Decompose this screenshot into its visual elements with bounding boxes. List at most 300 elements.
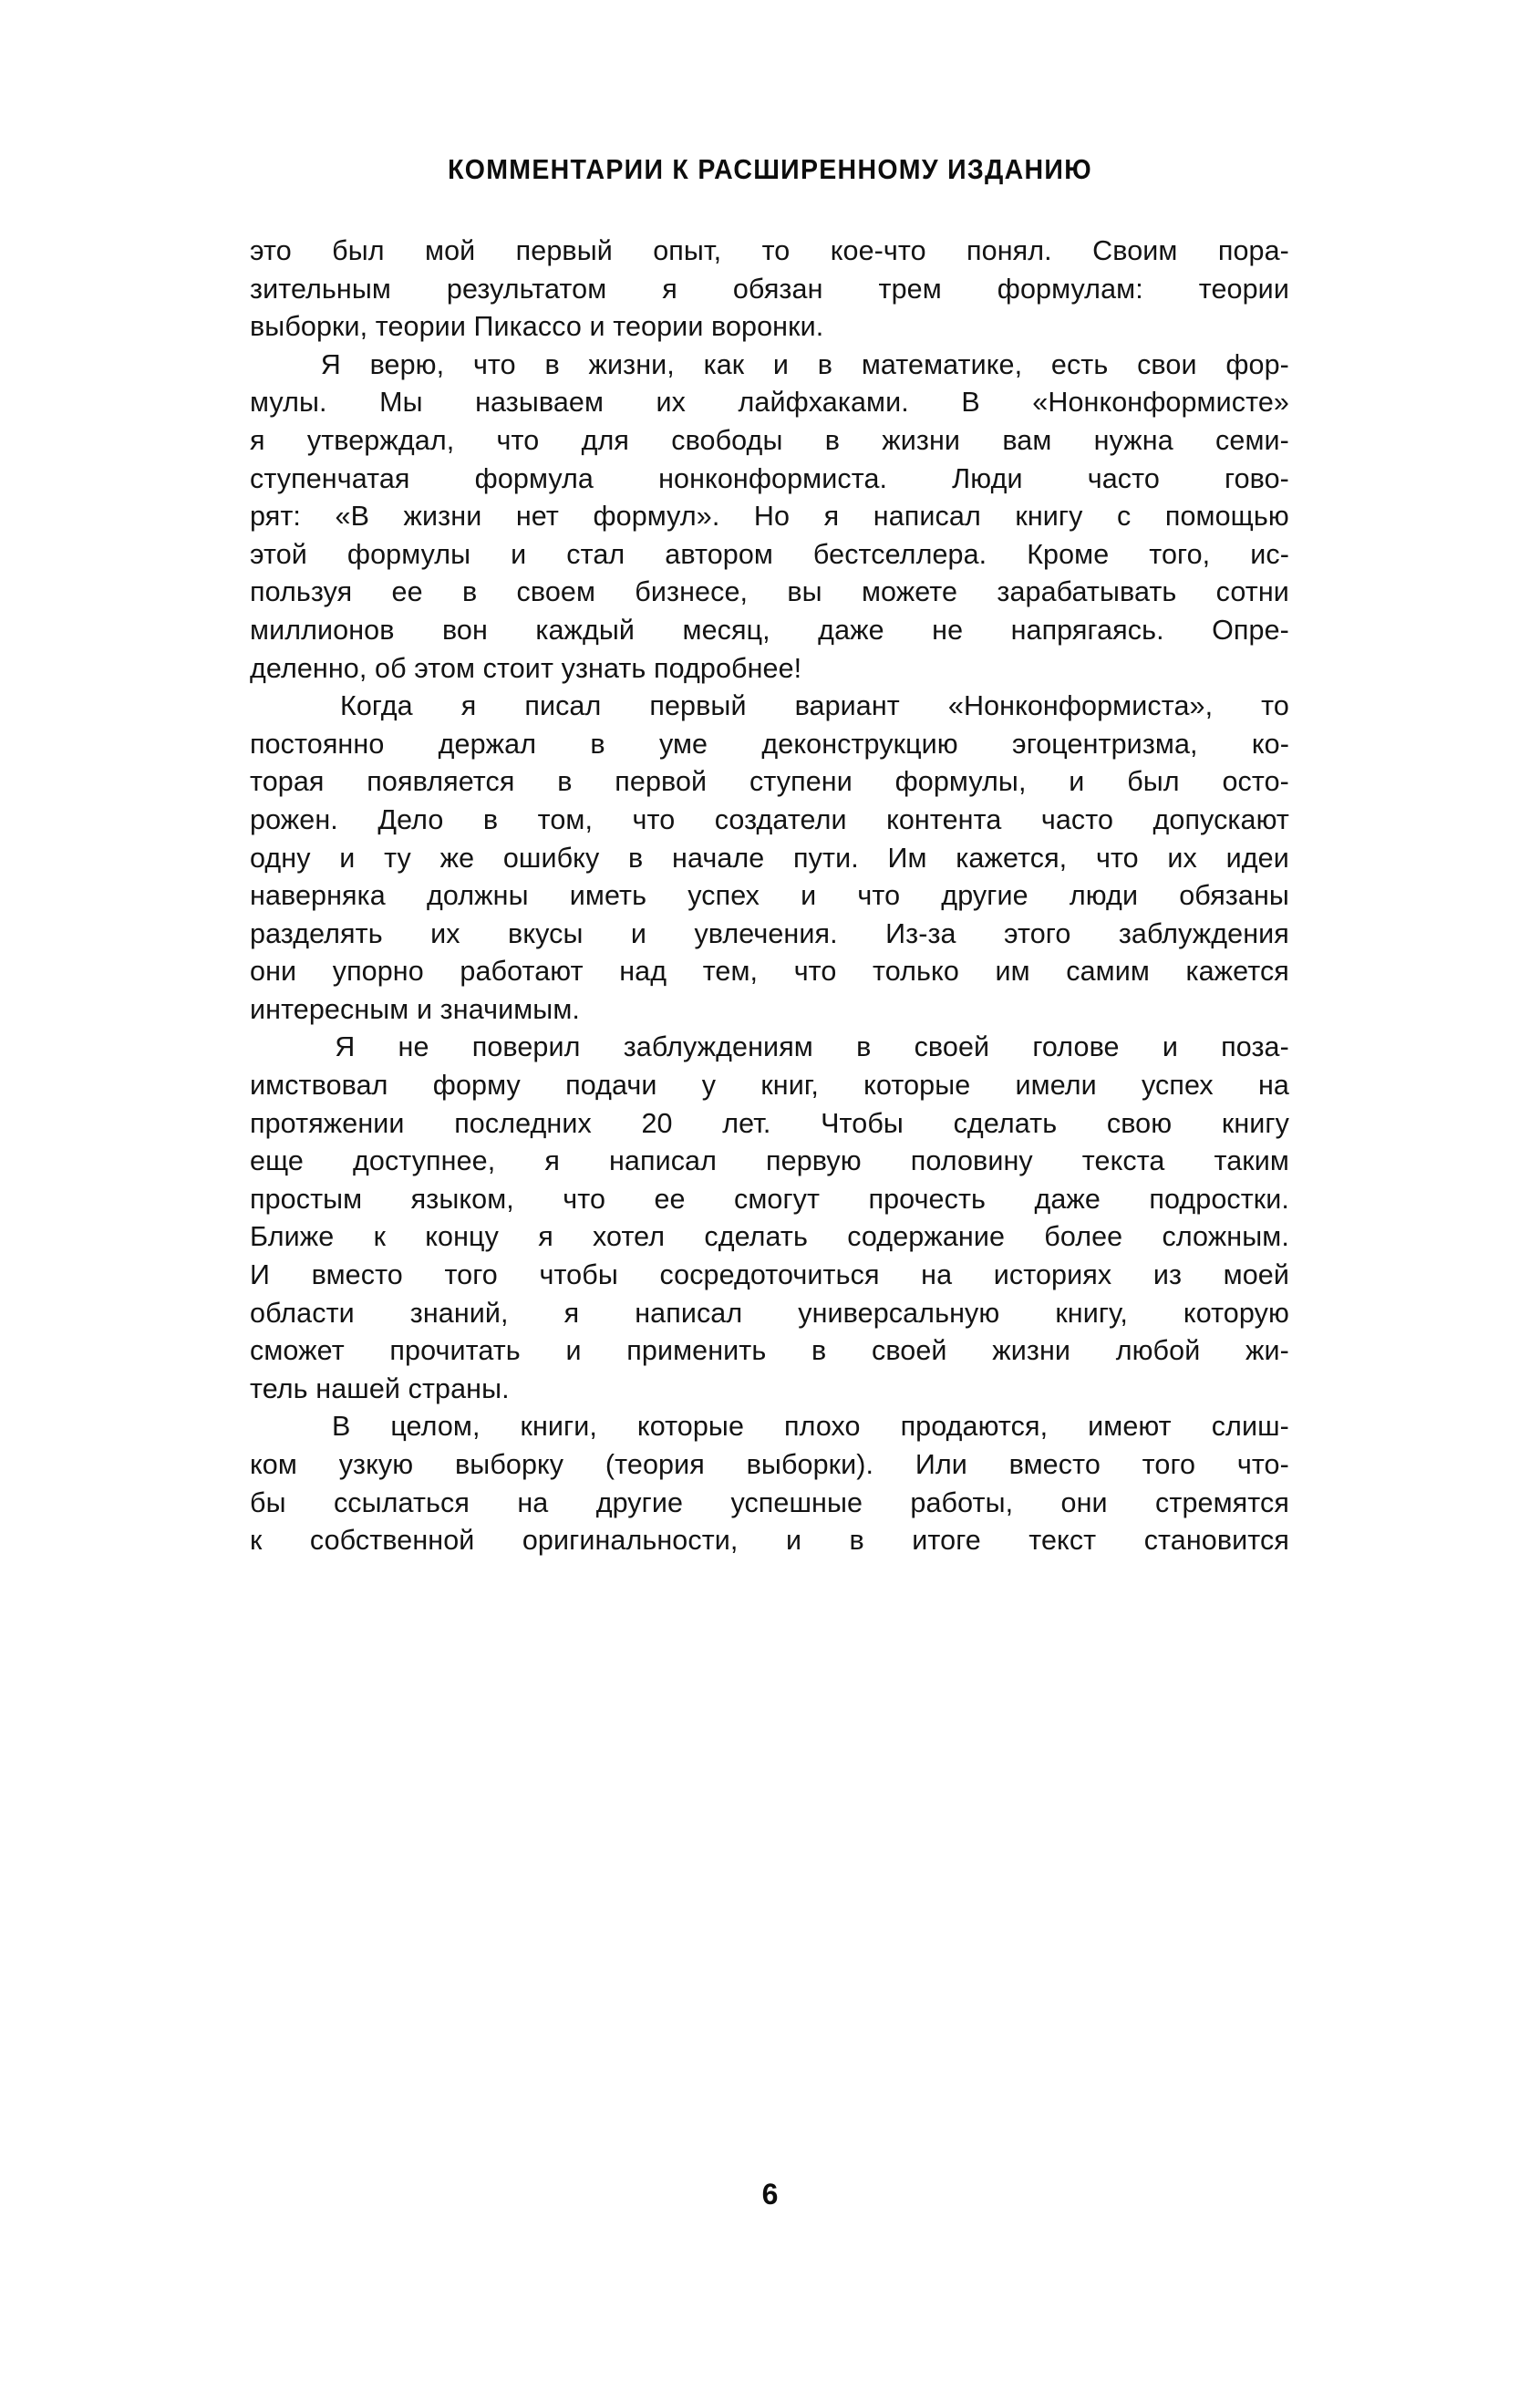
word: и	[339, 842, 356, 874]
text-line	[250, 233, 1289, 271]
word: упорно	[332, 956, 424, 988]
word: сосредоточиться	[659, 1259, 880, 1291]
word: помощью	[1164, 501, 1289, 533]
word: их	[656, 387, 687, 419]
word: результатом	[446, 273, 607, 305]
word: выборки).	[746, 1449, 874, 1480]
word: это	[250, 235, 292, 266]
word: книг,	[760, 1070, 819, 1102]
word: с	[1117, 501, 1132, 533]
word: к	[373, 1221, 387, 1253]
word: Люди	[952, 462, 1023, 494]
word: их	[430, 917, 460, 949]
text-line	[250, 271, 1289, 309]
word: в	[461, 576, 478, 608]
word: часто	[1040, 803, 1114, 835]
text-line	[250, 461, 1289, 499]
word: «В	[335, 501, 370, 533]
word: писал	[524, 690, 602, 722]
word: деконструкцию	[761, 728, 958, 760]
word: продаются,	[900, 1411, 1049, 1443]
word: сможет	[250, 1335, 345, 1367]
word: того	[1142, 1449, 1196, 1480]
word: лет.	[722, 1107, 771, 1139]
word: первой	[615, 766, 708, 798]
word: нужна	[1093, 424, 1173, 456]
word: вместо	[1008, 1449, 1101, 1480]
word: целом,	[390, 1411, 481, 1443]
word: ее	[654, 1183, 686, 1215]
word: они	[1060, 1486, 1108, 1518]
word: формулам:	[997, 273, 1143, 305]
text-line	[250, 1522, 1289, 1560]
text-line	[250, 726, 1289, 764]
word: жизни	[992, 1335, 1071, 1367]
word: автором	[665, 538, 773, 570]
word: в	[849, 1525, 864, 1557]
word: своем	[516, 576, 596, 608]
word: и	[1069, 766, 1085, 798]
word: что	[1095, 842, 1139, 874]
text-line	[250, 1295, 1289, 1333]
word: Я	[335, 1031, 356, 1063]
word: что	[563, 1183, 606, 1215]
word: написал	[873, 501, 981, 533]
word: был	[332, 235, 385, 266]
word: торая	[250, 766, 325, 798]
word: стоит	[475, 652, 554, 684]
word: я	[538, 1221, 553, 1253]
word: более	[1044, 1221, 1123, 1253]
text-line	[250, 1143, 1289, 1181]
word: нет	[515, 501, 559, 533]
paragraph	[250, 1029, 1289, 1408]
word: стремятся	[1155, 1486, 1289, 1518]
word: того	[444, 1259, 498, 1291]
word: протяжении	[250, 1107, 405, 1139]
word: Ближе	[250, 1221, 335, 1253]
word: языком,	[410, 1183, 514, 1215]
word: создатели	[714, 803, 847, 835]
word: плохо	[783, 1411, 861, 1443]
word: успех	[1142, 1070, 1214, 1102]
word: формула	[474, 462, 594, 494]
word: что	[632, 803, 676, 835]
word: «Нонконформиста»,	[947, 690, 1214, 722]
word: допускают	[1152, 803, 1289, 835]
text-line	[250, 574, 1289, 612]
word: которые	[863, 1070, 971, 1102]
word: книгу	[1221, 1107, 1289, 1139]
word: миллионов	[250, 614, 395, 646]
word: я	[563, 1297, 580, 1329]
word: вариант	[794, 690, 900, 722]
word: которую	[1183, 1297, 1289, 1329]
text-line	[250, 308, 1289, 347]
word: что	[472, 348, 516, 380]
word: ис-	[1250, 538, 1289, 570]
word: я	[460, 690, 477, 722]
word: подростки.	[1149, 1183, 1289, 1215]
word: ту	[384, 842, 411, 874]
word: каждый	[535, 614, 636, 646]
word: выборку	[455, 1449, 564, 1480]
word: что	[857, 880, 901, 912]
word: В	[331, 1411, 351, 1443]
word: этого	[1004, 917, 1071, 949]
word: концу	[425, 1221, 499, 1253]
text-line	[250, 612, 1289, 650]
word: написал	[635, 1297, 743, 1329]
word: зарабатывать	[997, 576, 1177, 608]
word: (теория	[605, 1449, 705, 1480]
word: эгоцентризма,	[1012, 728, 1198, 760]
word: слиш-	[1211, 1411, 1289, 1443]
word: и	[1162, 1031, 1178, 1063]
word: уме	[658, 728, 708, 760]
word: свободы	[671, 424, 783, 456]
word: на	[921, 1259, 953, 1291]
word: даже	[1034, 1183, 1101, 1215]
word: и	[581, 311, 605, 343]
word: другие	[941, 880, 1028, 912]
word: последних	[454, 1107, 592, 1139]
word: первую	[766, 1145, 862, 1177]
word: теории	[1198, 273, 1289, 305]
word: что	[793, 956, 837, 988]
word: другие	[595, 1486, 684, 1518]
word: И	[250, 1259, 271, 1291]
word: над	[619, 956, 667, 988]
word: называем	[475, 387, 605, 419]
word: и	[511, 538, 527, 570]
paragraph	[250, 1408, 1289, 1559]
word: кажется,	[956, 842, 1068, 874]
word: прочитать	[389, 1335, 521, 1367]
word: голове	[1032, 1031, 1120, 1063]
word: кое-что	[830, 235, 926, 266]
word: и	[565, 1335, 582, 1367]
word: подробнее!	[646, 652, 802, 684]
text-line	[250, 1218, 1289, 1257]
text-line	[250, 991, 1289, 1030]
word: своей	[914, 1031, 990, 1063]
word: свою	[1106, 1107, 1173, 1139]
word: и	[630, 917, 647, 949]
text-line	[250, 1067, 1289, 1105]
text-line	[250, 840, 1289, 878]
word: понял.	[966, 235, 1052, 266]
word: же	[439, 842, 475, 874]
word: в	[811, 1335, 827, 1367]
word: вместо	[311, 1259, 403, 1291]
word: написал	[608, 1145, 718, 1177]
word: то	[761, 235, 791, 266]
text-line	[250, 1029, 1289, 1067]
word: в	[482, 803, 499, 835]
word: я	[662, 273, 677, 305]
word: историях	[993, 1259, 1112, 1291]
word: одну	[250, 842, 311, 874]
word: подачи	[565, 1070, 657, 1102]
word: мулы.	[250, 387, 327, 419]
word: теории	[367, 311, 466, 343]
word: сделать	[704, 1221, 808, 1253]
word: формулы	[346, 538, 471, 570]
word: в	[817, 348, 833, 380]
word: я	[544, 1145, 560, 1177]
text-line	[250, 1257, 1289, 1295]
word: сложным.	[1162, 1221, 1289, 1253]
word: месяц,	[682, 614, 770, 646]
text-line	[250, 1485, 1289, 1523]
word: кажется	[1185, 956, 1289, 988]
word: моей	[1223, 1259, 1289, 1291]
word: которые	[636, 1411, 745, 1443]
word: должны	[426, 880, 529, 912]
word: собственной	[309, 1525, 475, 1557]
word: вам	[1002, 424, 1052, 456]
word: наверняка	[250, 880, 386, 912]
word: рожен.	[250, 803, 338, 835]
word: к	[250, 1525, 263, 1557]
word: даже	[818, 614, 884, 646]
word: их	[1167, 842, 1197, 874]
word: того,	[1149, 538, 1211, 570]
word: в	[544, 348, 560, 380]
word: напрягаясь.	[1010, 614, 1164, 646]
word: этом	[406, 652, 476, 684]
word: жизни,	[588, 348, 675, 380]
word: на	[517, 1486, 549, 1518]
text-line	[250, 422, 1289, 461]
word: часто	[1087, 462, 1160, 494]
paragraph	[250, 347, 1289, 688]
word: формул».	[593, 501, 720, 533]
text-line	[250, 498, 1289, 536]
text-line	[250, 1408, 1289, 1446]
word: лайфхаками.	[738, 387, 909, 419]
word: успешные	[730, 1486, 863, 1518]
word: идеи	[1225, 842, 1289, 874]
word: разделять	[250, 917, 383, 949]
word: ком	[250, 1449, 297, 1480]
word: математике,	[861, 348, 1023, 380]
word: им	[995, 956, 1030, 988]
word: узнать	[553, 652, 646, 684]
word: деленно,	[250, 652, 367, 684]
word: прочесть	[868, 1183, 987, 1215]
word: у	[701, 1070, 717, 1102]
word: книгу	[1015, 501, 1083, 533]
word: ее	[391, 576, 423, 608]
word: и	[785, 1525, 802, 1557]
word: сотни	[1215, 576, 1289, 608]
word: осто-	[1222, 766, 1289, 798]
text-line	[250, 1332, 1289, 1371]
word: первый	[515, 235, 613, 266]
word: и	[772, 348, 790, 380]
word: жи-	[1245, 1335, 1289, 1367]
word: работают	[460, 956, 584, 988]
word: Им	[887, 842, 927, 874]
body-text-block	[250, 233, 1289, 1560]
word: В	[961, 387, 980, 419]
word: поза-	[1221, 1031, 1289, 1063]
word: тем,	[702, 956, 759, 988]
word: начале	[672, 842, 765, 874]
word: Из-за	[885, 917, 956, 949]
word: форму	[432, 1070, 521, 1102]
running-head: КОММЕНТАРИИ К РАСШИРЕННОМУ ИЗДАНИЮ	[448, 153, 1092, 185]
word: для	[581, 424, 629, 456]
word: в	[856, 1031, 872, 1063]
word: текста	[1081, 1145, 1165, 1177]
word: бы	[250, 1486, 286, 1518]
word: вы	[787, 576, 822, 608]
word: поверил	[471, 1031, 581, 1063]
page-number: 6	[761, 2178, 779, 2211]
word: опыт,	[653, 235, 722, 266]
word: иметь	[569, 880, 647, 912]
word: первый	[649, 690, 747, 722]
text-line	[250, 1446, 1289, 1485]
word: ступени	[749, 766, 853, 798]
word: обязан	[732, 273, 823, 305]
word: универсальную	[798, 1297, 1000, 1329]
word: рят:	[250, 501, 301, 533]
word: обязаны	[1179, 880, 1289, 912]
word: контента	[886, 803, 1002, 835]
word: бестселлера.	[812, 538, 987, 570]
word: утверждал,	[306, 424, 455, 456]
word: Дело	[377, 803, 444, 835]
word: оригинальности,	[522, 1525, 739, 1557]
word: есть	[1050, 348, 1109, 380]
word: в	[590, 728, 605, 760]
word: том,	[537, 803, 594, 835]
word: постоянно	[250, 728, 385, 760]
word: тель	[250, 1372, 308, 1404]
word: можете	[861, 576, 958, 608]
word: Чтобы	[821, 1107, 904, 1139]
word: не	[398, 1031, 429, 1063]
text-line	[250, 877, 1289, 916]
word: бизнесе,	[635, 576, 749, 608]
text-line	[250, 802, 1289, 840]
word: доступнее,	[352, 1145, 496, 1177]
word: и	[801, 880, 817, 912]
paragraph	[250, 688, 1289, 1029]
word: имели	[1015, 1070, 1097, 1102]
word: самим	[1066, 956, 1150, 988]
word: только	[873, 956, 959, 988]
word: этой	[250, 538, 307, 570]
word: Когда	[339, 690, 413, 722]
word: нонконформиста.	[658, 462, 888, 494]
word: книгу,	[1055, 1297, 1128, 1329]
word: я	[250, 424, 265, 456]
word: ссылаться	[333, 1486, 470, 1518]
word: семи-	[1215, 424, 1289, 456]
word: ошибку	[502, 842, 600, 874]
word: Пикассо	[465, 311, 582, 343]
word: еще	[250, 1145, 304, 1177]
word: вкусы	[508, 917, 584, 949]
word: жизни	[403, 501, 482, 533]
word: книги,	[520, 1411, 597, 1443]
word: простым	[250, 1183, 363, 1215]
text-line	[250, 688, 1289, 726]
word: и	[408, 993, 433, 1025]
text-line	[250, 384, 1289, 422]
word: в	[557, 766, 573, 798]
text-line	[250, 1371, 1289, 1409]
word: верю,	[369, 348, 445, 380]
text-line	[250, 1105, 1289, 1144]
word: появляется	[367, 766, 515, 798]
word: пользуя	[250, 576, 353, 608]
word: области	[250, 1297, 355, 1329]
word: заблуждениям	[623, 1031, 813, 1063]
word: успех	[687, 880, 760, 912]
word: зительным	[250, 273, 391, 305]
word: становится	[1143, 1525, 1289, 1557]
word: нашей	[307, 1372, 401, 1404]
word: стал	[566, 538, 625, 570]
word: применить	[626, 1335, 767, 1367]
word: таким	[1214, 1145, 1289, 1177]
word: чтобы	[539, 1259, 618, 1291]
text-line	[250, 1181, 1289, 1219]
word: узкую	[338, 1449, 414, 1480]
word: жизни	[882, 424, 961, 456]
word: об	[367, 652, 407, 684]
word: смогут	[733, 1183, 821, 1215]
text-line	[250, 536, 1289, 575]
word: что-	[1236, 1449, 1289, 1480]
word: Или	[915, 1449, 967, 1480]
word: 20	[641, 1107, 673, 1139]
word: Опре-	[1212, 614, 1289, 646]
word: ступенчатая	[250, 462, 410, 494]
word: значимым.	[432, 993, 580, 1025]
word: вон	[441, 614, 488, 646]
word: хотел	[593, 1221, 666, 1253]
word: они	[250, 956, 297, 988]
word: заблуждения	[1118, 917, 1289, 949]
word: имствовал	[250, 1070, 388, 1102]
word: Своим	[1092, 235, 1178, 266]
word: формулы,	[894, 766, 1027, 798]
text-line	[250, 347, 1289, 385]
word: пути.	[793, 842, 859, 874]
word: своей	[871, 1335, 947, 1367]
word: фор-	[1225, 348, 1289, 380]
word: Кроме	[1027, 538, 1110, 570]
word: свои	[1137, 348, 1197, 380]
word: как	[703, 348, 745, 380]
word: был	[1127, 766, 1180, 798]
word: что	[496, 424, 540, 456]
word: знаний,	[409, 1297, 509, 1329]
word: держал	[438, 728, 537, 760]
word: не	[932, 614, 964, 646]
word: текст	[1028, 1525, 1097, 1557]
word: в	[824, 424, 841, 456]
word: гово-	[1225, 462, 1289, 494]
word: интересным	[250, 993, 409, 1025]
